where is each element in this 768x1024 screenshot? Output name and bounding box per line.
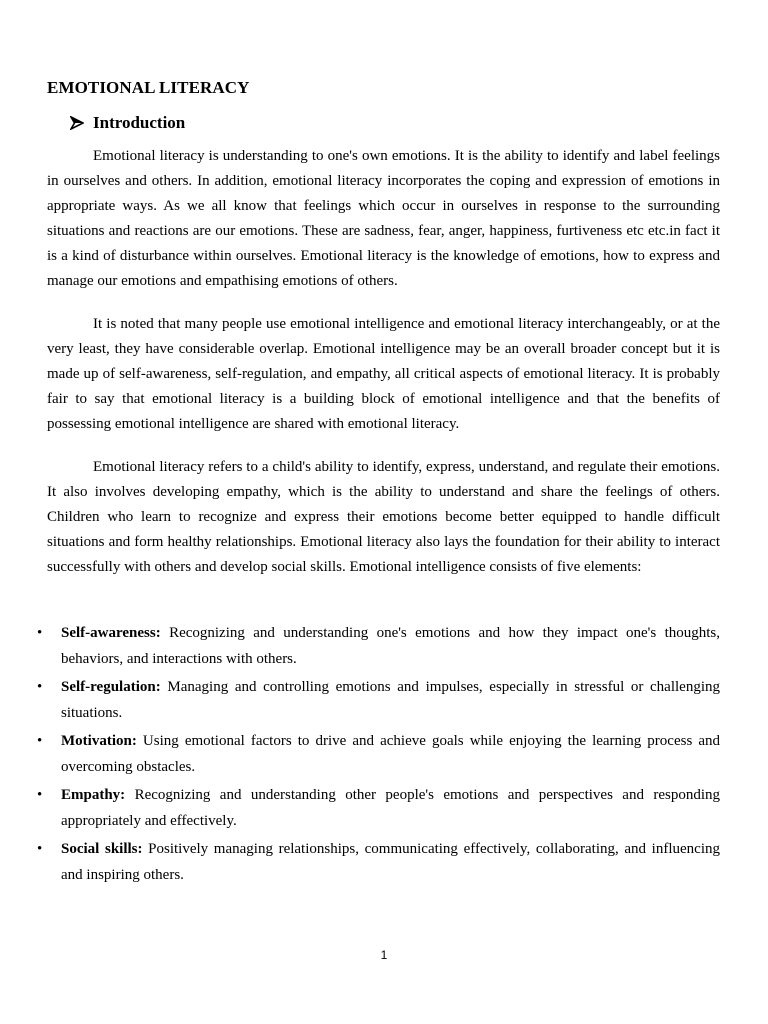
page-number: 1 [380, 948, 388, 962]
bullet-text: Using emotional factors to drive and achieve goals while enjoying the learning process and overcoming obstacles. [61, 733, 721, 775]
bullet-term: Motivation: [61, 733, 143, 749]
list-item [0, 837, 720, 888]
bullet-marker: • [37, 625, 43, 641]
section-heading-label: Introduction [93, 113, 186, 132]
bullet-term: Social skills: [61, 841, 149, 857]
bullet-term: Self-awareness: [61, 625, 170, 641]
bullet-marker: • [37, 733, 43, 749]
bullet-text: Managing and controlling emotions and impulses, especially in stressful or challenging situations. [61, 679, 720, 721]
bullet-marker: • [37, 841, 43, 857]
paragraph-1: Emotional literacy is understanding to one's own emotions. It is the ability to identify and label feelings in ourselves and others. In addition, emotional literacy incorporates the coping and expression of emotions in appropriate ways. As we all know that feelings which occur in ourselves in response to the surrounding situations and reactions are our emotions. These are sadness, fear, anger, happiness, furtiveness etc etc.in fact it is a kind of disturbance within ourselves. Emotional literacy is the knowledge of emotions, how to express and manage our emotions and empathising emotions of others. [47, 148, 720, 289]
elements-list [0, 621, 768, 891]
bullet-text: Recognizing and understanding other people's emotions and perspectives and responding appropriately and effectively. [61, 787, 720, 829]
bullet-term: Empathy: [61, 787, 135, 803]
bullet-term: Self-regulation: [61, 679, 168, 695]
paragraph-3: Emotional literacy refers to a child's ability to identify, express, understand, and regulate their emotions. It also involves developing empathy, which is the ability to understand and share the feelings of others. Children who learn to recognize and express their emotions become better equipped to handle difficult situations and form healthy relationships. Emotional literacy also lays the foundation for their ability to interact successfully with others and develop social skills. Emotional intelligence consists of five elements: [47, 459, 720, 575]
list-item [0, 783, 720, 834]
list-item [0, 675, 720, 726]
list-item [0, 729, 720, 780]
list-item [0, 621, 720, 672]
arrow-right-icon [70, 116, 84, 130]
paragraph-2: It is noted that many people use emotional intelligence and emotional literacy interchangeably, or at the very least, they have considerable overlap. Emotional intelligence may be an overall broader concept but it is made up of self-awareness, self-regulation, and empathy, all critical aspects of emotional literacy. It is probably fair to say that emotional literacy is a building block of emotional intelligence and that the benefits of possessing emotional intelligence are shared with emotional literacy. [47, 316, 720, 432]
bullet-text: Positively managing relationships, communicating effectively, collaborating, and influencing and inspiring others. [61, 841, 720, 883]
section-heading [70, 113, 185, 133]
bullet-text: Recognizing and understanding one's emotions and how they impact one's thoughts, behaviors, and interactions with others. [61, 625, 720, 667]
document-title: EMOTIONAL LITERACY [47, 78, 250, 97]
bullet-marker: • [37, 679, 43, 695]
bullet-marker: • [37, 787, 43, 803]
